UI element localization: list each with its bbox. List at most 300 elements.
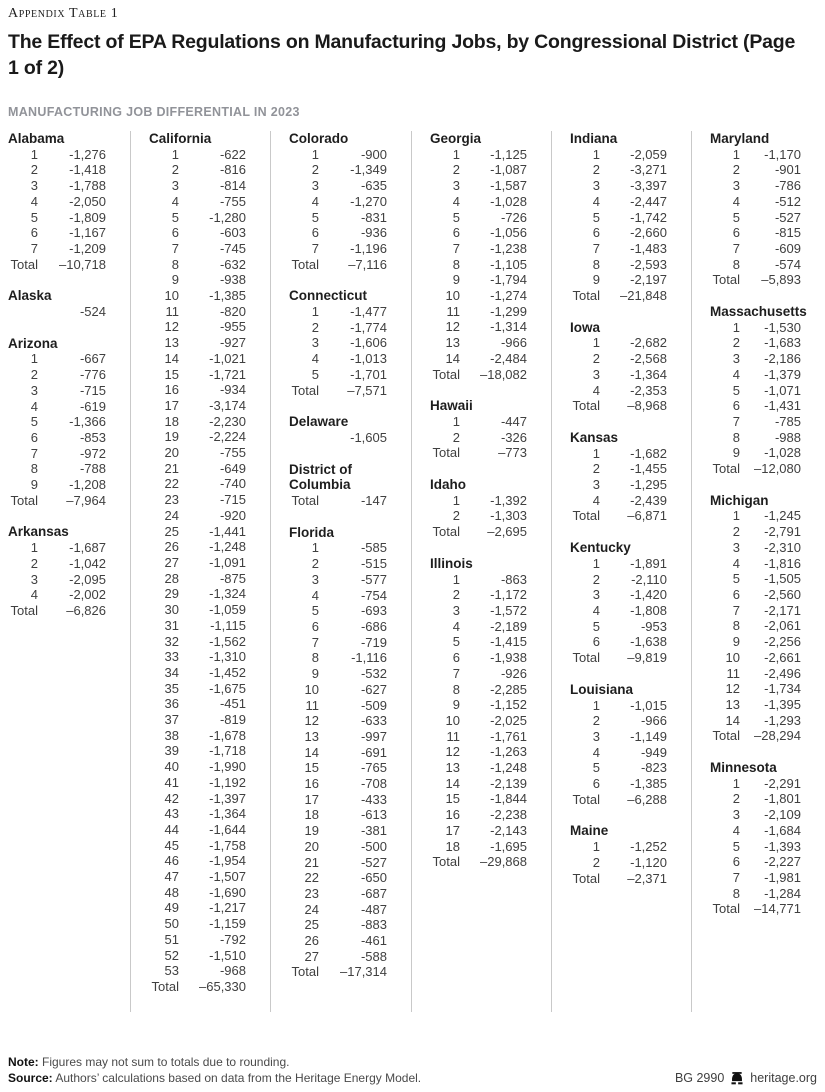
job-differential-value: -715 <box>219 492 246 508</box>
district-row <box>289 210 387 226</box>
job-differential-value: -1,687 <box>69 540 106 556</box>
state-name: Michigan <box>710 492 769 508</box>
district-row <box>149 461 246 477</box>
district-label: 4 <box>452 618 460 634</box>
district-label: 3 <box>592 366 600 382</box>
district-row <box>8 587 106 603</box>
district-label: 1 <box>452 571 460 587</box>
district-label: 2 <box>732 524 740 540</box>
district-label: 9 <box>452 272 460 288</box>
district-label: 16 <box>164 382 179 398</box>
state-total-row <box>430 854 527 870</box>
job-differential-value: -691 <box>360 744 387 760</box>
district-row <box>289 147 387 163</box>
district-row <box>430 791 527 807</box>
district-row <box>570 477 667 493</box>
district-row <box>149 948 246 964</box>
district-label: 53 <box>164 963 179 979</box>
job-differential-value: –5,893 <box>761 272 801 288</box>
job-differential-value: -1,276 <box>69 146 106 162</box>
job-differential-value: -863 <box>500 571 527 587</box>
note-line <box>8 1054 817 1070</box>
district-row <box>570 855 667 871</box>
job-differential-value: -1,364 <box>630 366 667 382</box>
job-differential-value: -883 <box>360 917 387 933</box>
state-name: Alaska <box>8 288 52 304</box>
district-label: 1 <box>30 540 38 556</box>
district-row <box>149 524 246 540</box>
district-label: 3 <box>30 571 38 587</box>
district-label: 22 <box>164 476 179 492</box>
job-differential-value: -1,349 <box>350 162 387 178</box>
job-differential-value: -619 <box>79 398 106 414</box>
district-row <box>430 508 527 524</box>
district-row <box>149 963 246 979</box>
district-label: 3 <box>592 587 600 603</box>
district-row <box>710 618 801 634</box>
district-row <box>430 272 527 288</box>
district-label: Total <box>712 901 740 917</box>
district-label: 50 <box>164 916 179 932</box>
district-row <box>710 225 801 241</box>
state-section-arkansas <box>8 524 106 618</box>
district-label: 15 <box>445 791 460 807</box>
district-label: 10 <box>445 288 460 304</box>
district-label: 8 <box>732 885 740 901</box>
job-differential-value: –21,848 <box>620 288 667 304</box>
job-differential-value: –7,116 <box>348 256 387 272</box>
district-label: 5 <box>732 838 740 854</box>
state-total-row <box>710 901 801 917</box>
district-label: 2 <box>30 555 38 571</box>
district-row <box>570 257 667 273</box>
district-row <box>289 304 387 320</box>
district-label: 1 <box>30 146 38 162</box>
district-row <box>8 477 106 493</box>
district-row <box>710 335 801 351</box>
job-differential-value: -2,061 <box>764 618 801 634</box>
district-label: 9 <box>30 477 38 493</box>
district-label: 4 <box>592 744 600 760</box>
job-differential-value: -527 <box>774 209 801 225</box>
district-label: 17 <box>164 397 179 413</box>
district-label: 7 <box>452 665 460 681</box>
district-label: 18 <box>304 807 319 823</box>
district-row <box>289 367 387 383</box>
district-label: 1 <box>592 445 600 461</box>
job-differential-value: -2,002 <box>69 587 106 603</box>
district-row <box>710 823 801 839</box>
job-differential-value: –18,082 <box>480 366 527 382</box>
district-row <box>570 225 667 241</box>
district-label: 9 <box>452 697 460 713</box>
job-differential-value: -1,690 <box>209 884 246 900</box>
district-label: 3 <box>311 178 319 194</box>
state-total-row <box>430 445 527 461</box>
district-label: 3 <box>171 178 179 194</box>
district-label: 4 <box>732 822 740 838</box>
district-label: 18 <box>164 413 179 429</box>
state-name: Georgia <box>430 131 482 146</box>
district-label: 2 <box>732 335 740 351</box>
district-label: 7 <box>452 240 460 256</box>
district-row <box>8 241 106 257</box>
job-differential-value: -1,293 <box>764 712 801 728</box>
district-label: 42 <box>164 790 179 806</box>
job-differential-value: -381 <box>360 823 387 839</box>
district-row <box>8 540 106 556</box>
district-row <box>710 666 801 682</box>
job-differential-value: -1,981 <box>764 869 801 885</box>
district-row <box>8 351 106 367</box>
job-differential-value: -3,271 <box>630 162 667 178</box>
job-differential-value: -786 <box>774 178 801 194</box>
district-row <box>289 917 387 933</box>
job-differential-value: -2,025 <box>490 712 527 728</box>
district-label: 41 <box>164 774 179 790</box>
job-differential-value: -2,143 <box>490 822 527 838</box>
district-label: 1 <box>732 775 740 791</box>
state-section-delaware <box>289 414 387 445</box>
source-label: Source: <box>8 1071 53 1085</box>
district-label: Total <box>712 461 740 477</box>
district-row <box>289 729 387 745</box>
district-row <box>430 839 527 855</box>
job-differential-value: -1,441 <box>209 523 246 539</box>
job-differential-value: –28,294 <box>754 728 801 744</box>
district-row <box>430 603 527 619</box>
district-label: Total <box>572 870 600 886</box>
district-label: 3 <box>732 539 740 555</box>
district-row <box>289 572 387 588</box>
job-differential-value: -613 <box>360 807 387 823</box>
district-row <box>289 776 387 792</box>
district-label: 6 <box>311 618 319 634</box>
district-row <box>710 839 801 855</box>
district-row <box>8 178 106 194</box>
job-differential-value: -1,734 <box>764 681 801 697</box>
job-differential-value: -524 <box>79 304 106 320</box>
job-differential-value: -927 <box>219 335 246 351</box>
job-differential-value: -1,284 <box>764 885 801 901</box>
job-differential-value: -2,660 <box>630 225 667 241</box>
district-label: 6 <box>732 586 740 602</box>
job-differential-value: -2,059 <box>630 146 667 162</box>
district-row <box>149 272 246 288</box>
job-differential-value: -509 <box>360 697 387 713</box>
district-row <box>710 540 801 556</box>
district-label: 46 <box>164 853 179 869</box>
district-row <box>289 556 387 572</box>
job-differential-value: -1,418 <box>69 162 106 178</box>
district-label: 3 <box>732 178 740 194</box>
job-differential-value: -1,844 <box>490 791 527 807</box>
job-differential-value: -1,505 <box>764 571 801 587</box>
district-row <box>430 351 527 367</box>
state-section-arizona <box>8 336 106 509</box>
job-differential-value: -1,280 <box>209 209 246 225</box>
district-label: 7 <box>311 240 319 256</box>
district-row <box>430 666 527 682</box>
district-row <box>149 147 246 163</box>
job-differential-value: -693 <box>360 603 387 619</box>
district-label: 5 <box>592 618 600 634</box>
district-row <box>570 556 667 572</box>
job-differential-value: -2,171 <box>764 602 801 618</box>
job-differential-value: -3,397 <box>630 178 667 194</box>
district-label: 3 <box>592 178 600 194</box>
job-differential-value: -2,050 <box>69 193 106 209</box>
district-row <box>570 698 667 714</box>
district-row <box>8 147 106 163</box>
district-row <box>289 933 387 949</box>
job-differential-value: -819 <box>219 712 246 728</box>
job-differential-value: –773 <box>498 445 527 461</box>
job-differential-value: -820 <box>219 303 246 319</box>
district-label: 4 <box>592 602 600 618</box>
district-label: 25 <box>164 523 179 539</box>
district-row <box>570 178 667 194</box>
district-row <box>710 791 801 807</box>
district-label: Total <box>10 602 38 618</box>
district-label: 6 <box>171 225 179 241</box>
district-label: 21 <box>304 854 319 870</box>
job-differential-value: -1,605 <box>350 429 387 445</box>
job-differential-value: -1,606 <box>350 335 387 351</box>
district-label: 2 <box>171 162 179 178</box>
state-section-illinois <box>430 556 527 870</box>
job-differential-value: -1,152 <box>490 697 527 713</box>
job-differential-value: -1,167 <box>69 225 106 241</box>
district-row <box>570 729 667 745</box>
district-label: 17 <box>304 791 319 807</box>
district-label: 4 <box>30 193 38 209</box>
job-differential-value: -1,115 <box>210 617 246 633</box>
job-differential-value: -2,095 <box>69 571 106 587</box>
section-label: MANUFACTURING JOB DIFFERENTIAL IN 2023 <box>8 105 300 119</box>
job-differential-value: -635 <box>360 178 387 194</box>
state-name: Connecticut <box>289 288 368 304</box>
job-differential-value: -2,238 <box>490 807 527 823</box>
district-row <box>710 398 801 414</box>
job-differential-value: -788 <box>79 461 106 477</box>
district-label: 14 <box>445 350 460 366</box>
district-row <box>289 713 387 729</box>
job-differential-value: -1,295 <box>630 477 667 493</box>
district-label: 12 <box>445 319 460 335</box>
district-label: 4 <box>30 398 38 414</box>
district-label: Total <box>712 272 740 288</box>
district-row <box>710 178 801 194</box>
job-differential-value: -938 <box>219 272 246 288</box>
district-row <box>149 335 246 351</box>
job-differential-value: -603 <box>219 225 246 241</box>
district-label: 4 <box>452 193 460 209</box>
district-label: 1 <box>592 335 600 351</box>
district-label: 3 <box>452 178 460 194</box>
district-label: 8 <box>311 650 319 666</box>
job-differential-value: -853 <box>79 429 106 445</box>
job-differential-value: -1,379 <box>764 366 801 382</box>
state-section-connecticut <box>289 288 387 398</box>
district-label: Total <box>572 288 600 304</box>
district-label: 1 <box>311 304 319 320</box>
district-label: 51 <box>164 931 179 947</box>
district-row <box>430 634 527 650</box>
job-differential-value: -968 <box>219 963 246 979</box>
job-differential-value: –12,080 <box>754 461 801 477</box>
state-name: Florida <box>289 524 335 540</box>
district-row <box>149 665 246 681</box>
district-label: 11 <box>165 303 179 319</box>
state-name: District of Columbia <box>289 461 353 493</box>
job-differential-value: -1,310 <box>209 649 246 665</box>
job-differential-value: -1,385 <box>209 288 246 304</box>
source-text: Authors’ calculations based on data from the Heritage Energy Model. <box>55 1071 422 1085</box>
district-label: 5 <box>452 209 460 225</box>
district-row <box>289 540 387 556</box>
table-column-1 <box>0 131 130 1012</box>
job-differential-value: -997 <box>360 728 387 744</box>
district-label: 15 <box>304 760 319 776</box>
job-differential-value: -527 <box>360 854 387 870</box>
job-differential-value: -1,801 <box>764 791 801 807</box>
district-label: Total <box>291 382 319 398</box>
district-row <box>710 697 801 713</box>
job-differential-value: -1,263 <box>490 744 527 760</box>
district-row <box>149 194 246 210</box>
district-label: 6 <box>452 225 460 241</box>
district-label: 5 <box>30 209 38 225</box>
district-label: 6 <box>732 225 740 241</box>
state-name: Idaho <box>430 477 466 493</box>
district-label: 13 <box>445 335 460 351</box>
district-label: 11 <box>726 665 740 681</box>
footer <box>8 1054 817 1086</box>
district-label: 34 <box>164 664 179 680</box>
district-row <box>8 194 106 210</box>
district-label: 3 <box>30 382 38 398</box>
job-differential-value: -1,364 <box>209 806 246 822</box>
district-row <box>710 445 801 461</box>
district-label: 22 <box>304 870 319 886</box>
district-row <box>710 383 801 399</box>
district-row <box>570 713 667 729</box>
district-label: 44 <box>164 821 179 837</box>
job-differential-value: -1,678 <box>209 727 246 743</box>
district-row <box>149 791 246 807</box>
district-row <box>289 225 387 241</box>
job-differential-value: -1,507 <box>209 869 246 885</box>
district-row <box>570 461 667 477</box>
job-differential-value: -1,420 <box>630 587 667 603</box>
district-row <box>149 571 246 587</box>
job-differential-value: –8,968 <box>627 398 667 414</box>
district-label: 1 <box>732 319 740 335</box>
district-row <box>430 430 527 446</box>
job-differential-value: –14,771 <box>754 901 801 917</box>
job-differential-value: -451 <box>219 696 246 712</box>
district-row <box>710 650 801 666</box>
job-differential-value: -633 <box>360 713 387 729</box>
district-label: 26 <box>304 933 319 949</box>
district-label: 14 <box>164 350 179 366</box>
job-differential-value: -2,285 <box>490 681 527 697</box>
job-differential-value: -815 <box>774 225 801 241</box>
district-label: 11 <box>446 728 460 744</box>
district-label: 47 <box>164 869 179 885</box>
district-label: 1 <box>592 697 600 713</box>
district-row <box>430 178 527 194</box>
job-differential-value: -622 <box>219 146 246 162</box>
job-differential-value: -708 <box>360 776 387 792</box>
district-row <box>8 225 106 241</box>
district-label: 16 <box>304 776 319 792</box>
district-row <box>149 649 246 665</box>
district-label: 2 <box>452 429 460 445</box>
job-differential-value: -1,028 <box>764 445 801 461</box>
district-row <box>710 320 801 336</box>
district-label: 17 <box>445 822 460 838</box>
job-differential-value: -1,758 <box>209 837 246 853</box>
job-differential-value: -1,013 <box>350 351 387 367</box>
state-total-row <box>570 871 667 887</box>
job-differential-value: -1,091 <box>209 554 246 570</box>
district-label: Total <box>432 445 460 461</box>
district-row <box>149 916 246 932</box>
job-differential-value: -1,238 <box>490 240 527 256</box>
district-label: 4 <box>311 351 319 367</box>
district-row <box>149 210 246 226</box>
state-total-row <box>289 383 387 399</box>
district-label: 35 <box>164 680 179 696</box>
appendix-table-label: Appendix Table 1 <box>8 6 119 21</box>
district-row <box>430 288 527 304</box>
job-differential-value: -953 <box>640 618 667 634</box>
table-column-2 <box>130 131 270 1012</box>
district-label: 7 <box>171 240 179 256</box>
district-row <box>289 635 387 651</box>
job-differential-value: -1,774 <box>350 319 387 335</box>
district-row <box>710 776 801 792</box>
district-row <box>570 446 667 462</box>
district-row <box>149 618 246 634</box>
district-label: 7 <box>732 240 740 256</box>
state-name: California <box>149 131 212 146</box>
district-row <box>710 587 801 603</box>
district-row <box>149 932 246 948</box>
district-row <box>289 335 387 351</box>
district-row <box>149 681 246 697</box>
job-differential-value: -627 <box>360 681 387 697</box>
job-differential-value: -1,684 <box>764 822 801 838</box>
district-label: 7 <box>311 634 319 650</box>
job-differential-value: -972 <box>79 445 106 461</box>
job-differential-value: -1,452 <box>209 664 246 680</box>
district-label: 6 <box>30 225 38 241</box>
district-row <box>430 304 527 320</box>
job-differential-value: -765 <box>360 760 387 776</box>
district-label: 13 <box>304 728 319 744</box>
district-label: 8 <box>732 618 740 634</box>
district-label: 12 <box>445 744 460 760</box>
district-label: 1 <box>452 146 460 162</box>
state-name: Maryland <box>710 131 770 146</box>
district-row <box>149 900 246 916</box>
state-total-row <box>570 650 667 666</box>
job-differential-value: -500 <box>360 838 387 854</box>
job-differential-value: -1,395 <box>764 696 801 712</box>
